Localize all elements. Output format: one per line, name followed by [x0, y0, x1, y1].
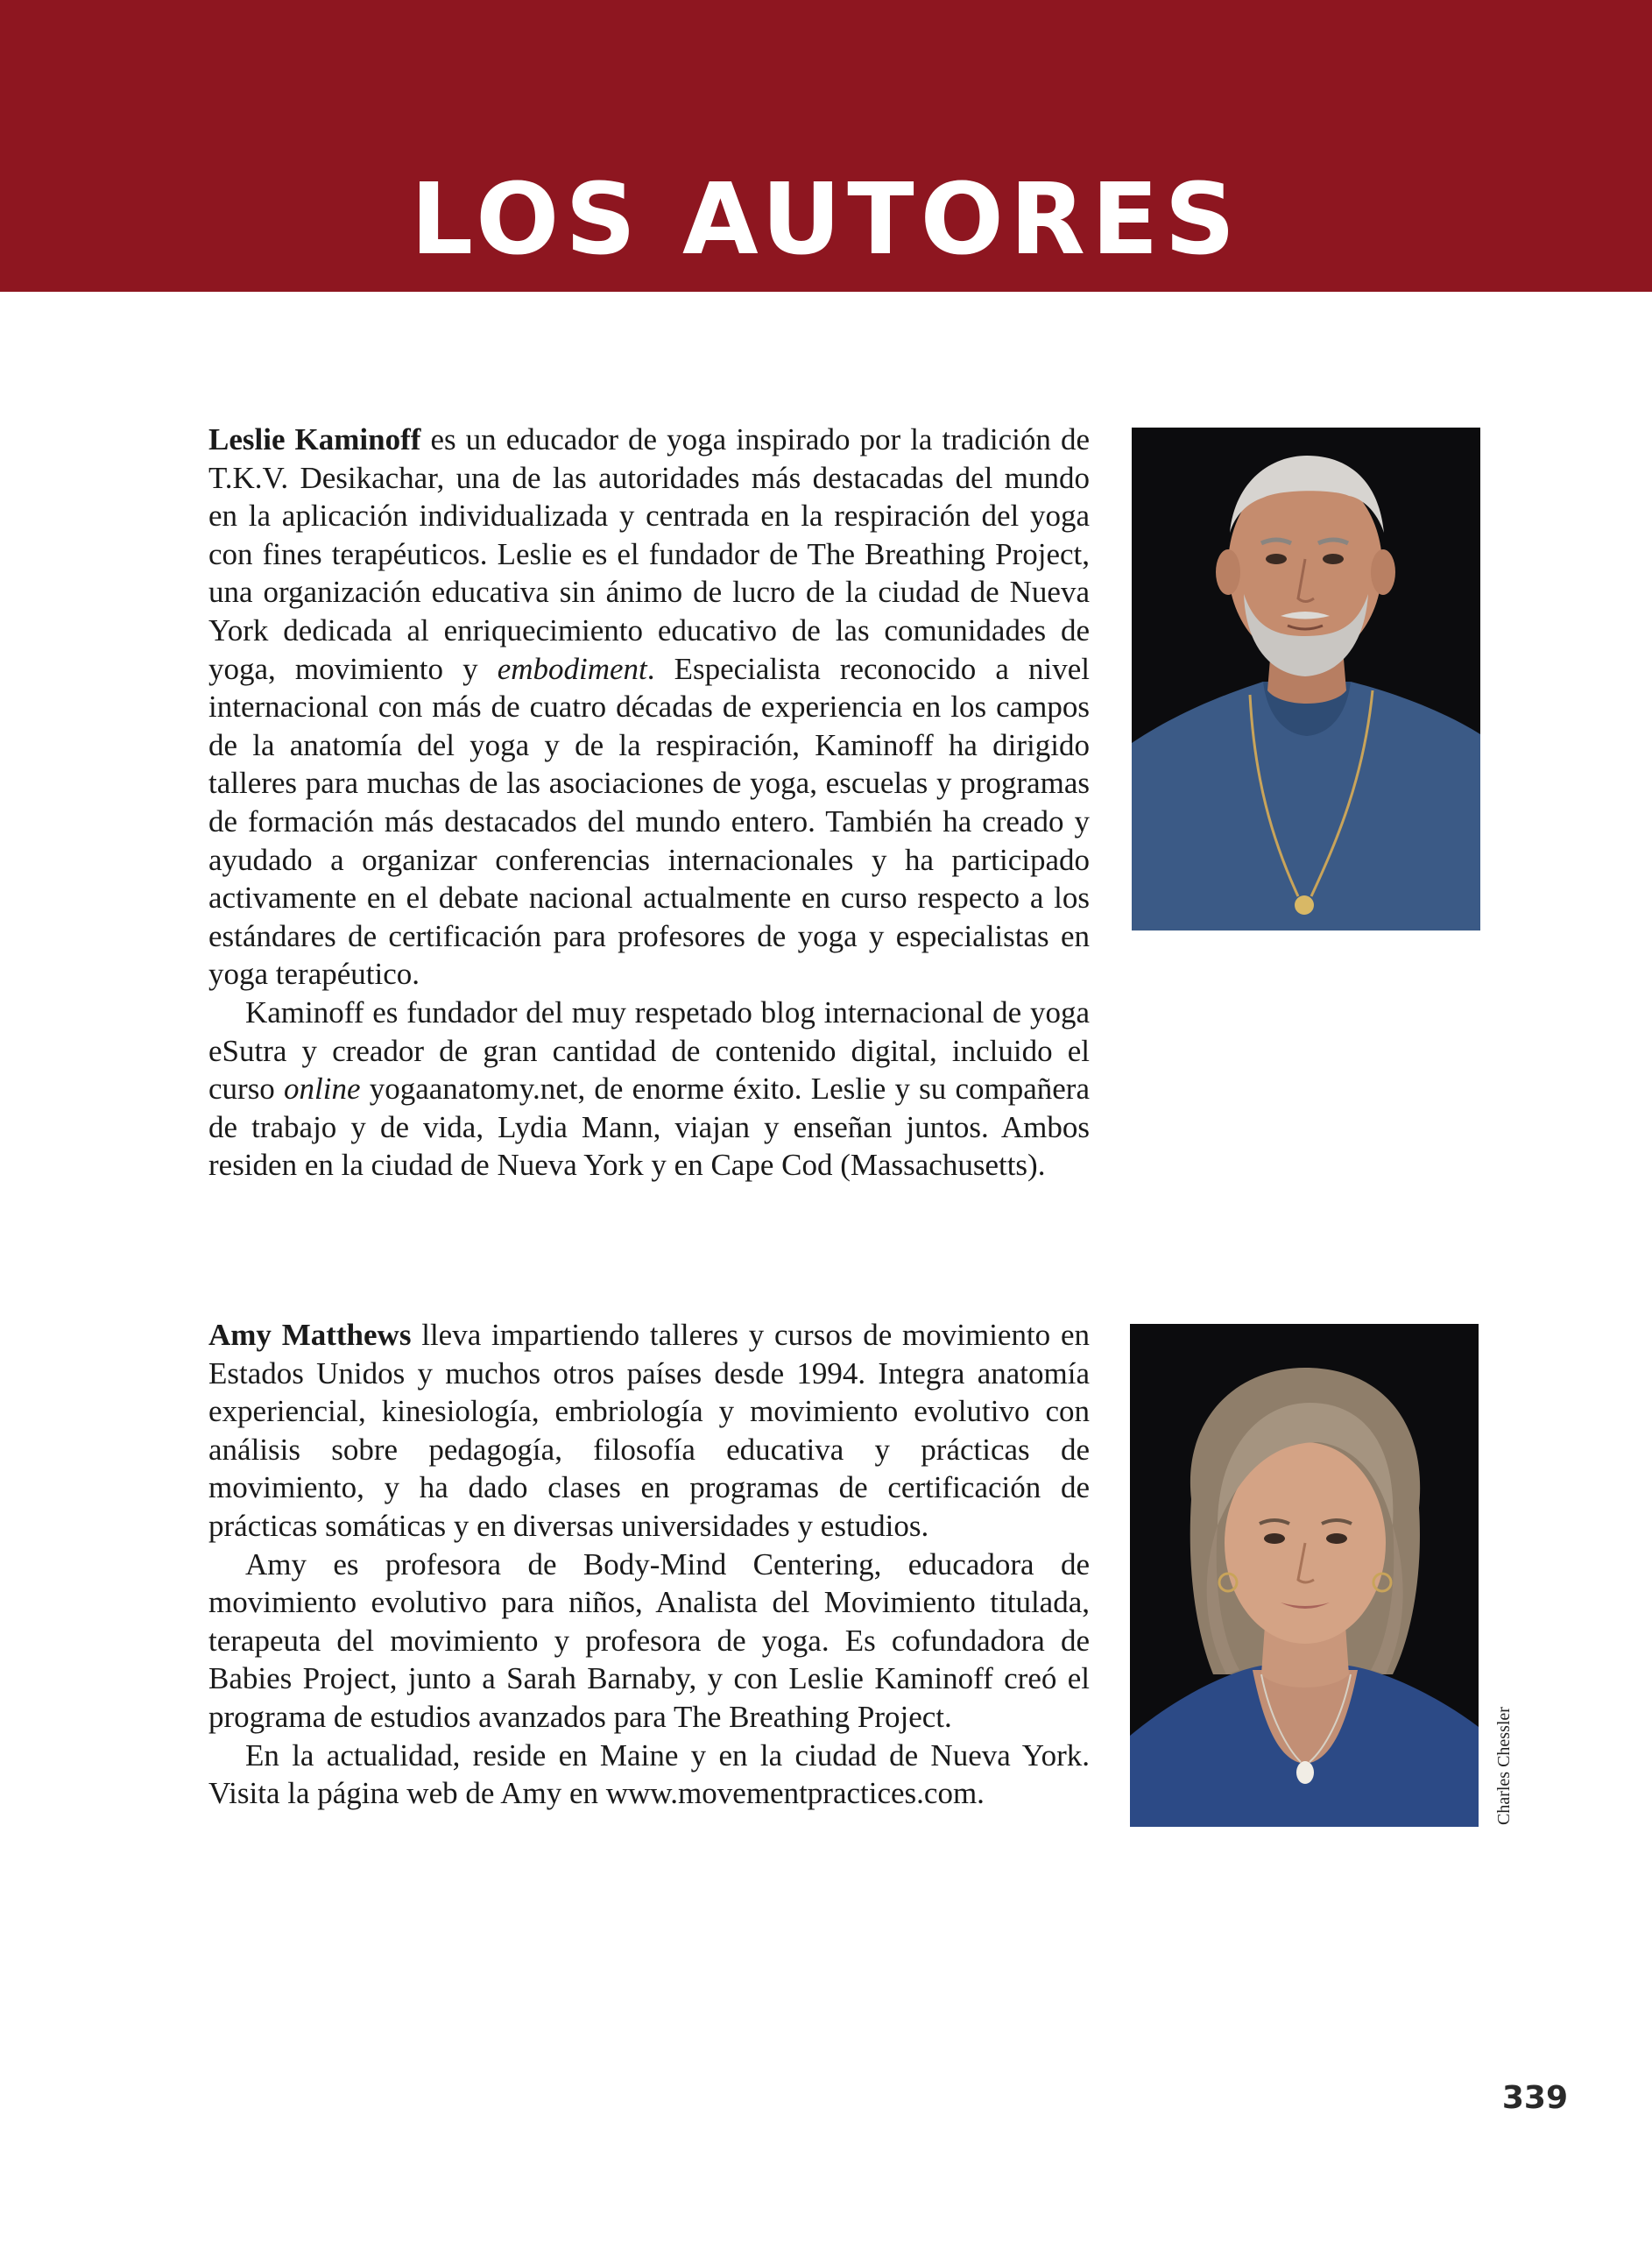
page-number: 339: [1501, 2080, 1568, 2116]
author-name: Leslie Kaminoff: [208, 422, 421, 456]
bio-italic-term: online: [284, 1072, 361, 1107]
bio-text: Kaminoff es fundador del muy respetado blog internacional de yoga eSutra y creador de gran cantidad de contenido digital, incluido el curso: [208, 994, 1090, 1107]
bio-paragraph: [208, 421, 1090, 994]
bio-paragraph: [208, 1316, 1090, 1546]
page-title: LOS AUTORES: [410, 163, 1242, 277]
bio-text: yogaanatomy.net, de enorme éxito. Leslie y su compañera de trabajo y de vida, Lydia Mann, viajan y enseñan juntos. Ambos residen en la ciudad de Nueva York y en Cape Cod (Massachusetts).: [208, 1072, 1090, 1183]
bio-paragraph: [208, 994, 1090, 1185]
bio-italic-term: embodiment: [497, 651, 647, 686]
author-name: Amy Matthews: [208, 1318, 412, 1352]
bio-paragraph: En la actualidad, reside en Maine y en la ciudad de Nueva York. Visita la página web de Amy en www.movementpractices.com.: [208, 1737, 1090, 1811]
bio-matthews: [208, 1316, 1090, 1813]
photo-credit: Charles Chessler: [1494, 1707, 1514, 1825]
portrait-woman-photo: [1130, 1324, 1479, 1827]
bio-text: . Especialista reconocido a nivel internacional con más de cuatro décadas de experiencia en los campos de la anatomía del yoga y de la respiración, Kaminoff ha dirigido talleres para muchas de las asociaciones de yoga, escuelas y programas de formación más destacados del mundo entero. También ha creado y ayudado a organizar conferencias internacionales y ha participado activamente en el debate nacional actualmente en curso respecto a los estándares de certificación para profesores de yoga y especialistas en yoga terapéutico.: [208, 651, 1090, 992]
bio-text: lleva impartiendo talleres y cursos de movimiento en Estados Unidos y muchos otros países desde 1994. Integra anatomía experiencial, kinesiología, embriología y movimiento evolutivo con análisis sobre pedagogía, filosofía educativa y prácticas de movimiento, y ha dado clases en programas de certificación de prácticas somáticas y en diversas universidades y estudios.: [208, 1318, 1090, 1543]
author-photo-kaminoff: [1132, 428, 1480, 930]
bio-text: es un educador de yoga inspirado por la tradición de T.K.V. Desikachar, una de las autoridades más destacadas del mundo en la aplicación individualizada y centrada en la respiración del yoga con fines terapéuticos. Leslie es el fundador de The Breathing Project, una organización educativa sin ánimo de lucro de la ciudad de Nueva York dedicada al enriquecimiento educativo de las comunidades de yoga, movimiento y: [208, 422, 1090, 686]
portrait-man-photo: [1132, 428, 1480, 930]
bio-kaminoff: [208, 421, 1090, 1185]
author-photo-matthews: [1130, 1324, 1479, 1827]
bio-paragraph: Amy es profesora de Body-Mind Centering, educadora de movimiento evolutivo para niños, Analista del Movimiento titulada, terapeuta del movimiento y profesora de yoga. Es cofundadora de Babies Project, junto a Sarah Barnaby, y con Leslie Kaminoff creó el programa de estudios avanzados para The Breathing Project.: [208, 1546, 1090, 1734]
